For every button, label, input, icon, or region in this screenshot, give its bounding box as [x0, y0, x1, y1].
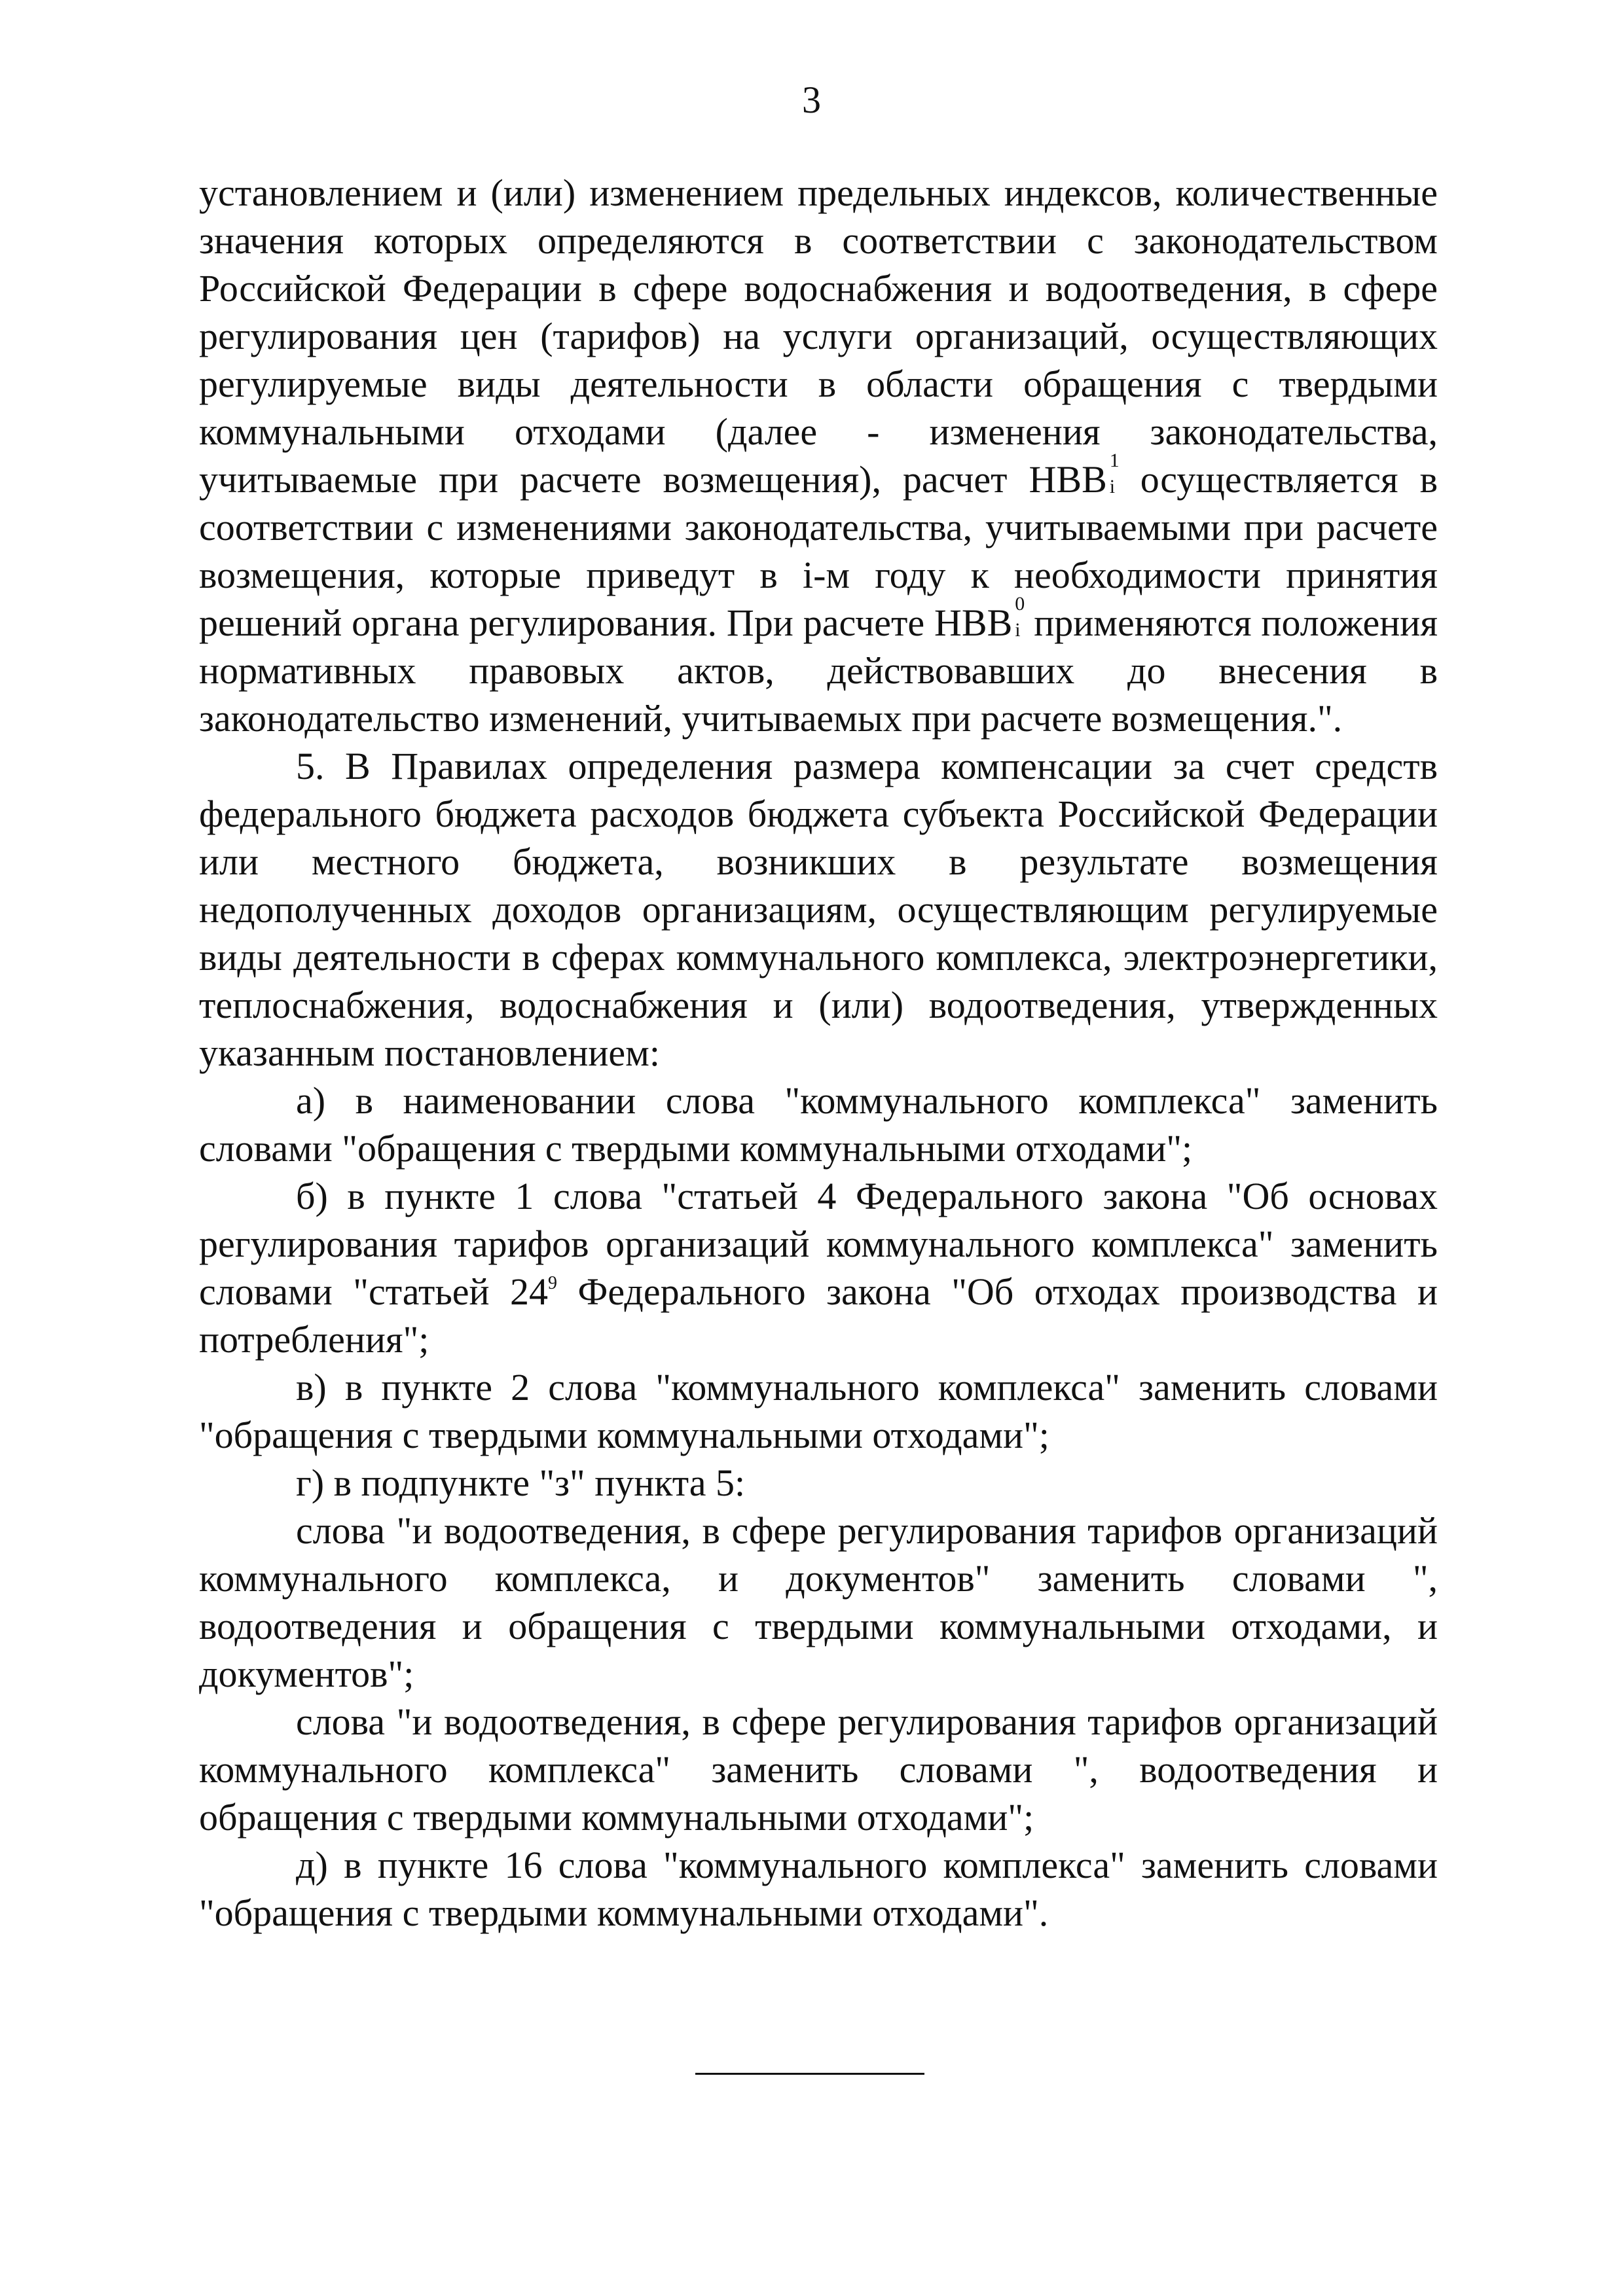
subparagraph-g-words-2: слова "и водоотведения, в сфере регулирования тарифов организаций коммунального комплекса" заменить словами ", водоотведения и обращения с твердыми коммунальными отходами";	[199, 1700, 1438, 1839]
paragraph-item-5: 5. В Правилах определения размера компенсации за счет средств федерального бюджета расходов бюджета субъекта Российской Федерации или местного бюджета, возникших в результате возмещения недополученных доходов организациям, осуществляющим регулируемые виды деятельности в сферах коммунального комплекса, электроэнергетики, теплоснабжения, водоснабжения и (или) водоотведения, утвержденных указанным постановлением:	[199, 745, 1438, 1074]
subparagraph-a: а) в наименовании слова "коммунального комплекса" заменить словами "обращения с твердыми коммунальными отходами";	[199, 1079, 1438, 1170]
nvv-0-indices	[1012, 593, 1025, 641]
article-superscript: 9	[548, 1273, 558, 1293]
paragraph-text: б) в пункте 1 слова "статьей 4 Федерального закона "Об основах регулирования тарифов организаций коммунального комплекса" заменить словами "статьей 24	[199, 1175, 1438, 1313]
paragraph-text: применяются положения нормативных правовых актов, действовавших до внесения в законодательство изменений, учитываемых при расчете возмещения.".	[199, 601, 1438, 740]
paragraph-text: осуществляется в соответствии с изменениями законодательства, учитываемыми при расчете возмещения, которые приведут в i-м году к необходимости принятия решений органа регулирования. При расчете	[199, 458, 1438, 644]
nvv-1-symbol	[1029, 450, 1120, 501]
paragraph-text: установлением и (или) изменением предельных индексов, количественные значения которых определяются в соответствии с законодательством Российской Федерации в сфере водоснабжения и водоотведения, в сфере регулирования цен (тарифов) на услуги организаций, осуществляющих регулируемые виды деятельности в области обращения с твердыми коммунальными отходами (далее - изменения законодательства, учитываемые при расчете возмещения), расчет	[199, 171, 1438, 501]
end-divider	[695, 2073, 924, 2075]
nvv-1-subscript: i	[1109, 476, 1116, 497]
document-body	[199, 169, 1438, 1937]
subparagraph-g: г) в подпункте "з" пункта 5:	[296, 1462, 746, 1504]
paragraph-continuation	[199, 169, 1438, 742]
nvv-1-base: НВВ	[1029, 458, 1107, 501]
page-number: 3	[802, 79, 821, 121]
subparagraph-g-words-1: слова "и водоотведения, в сфере регулирования тарифов организаций коммунального комплекса, и документов" заменить словами ", водоотведения и обращения с твердыми коммунальными отходами, и документов";	[199, 1509, 1438, 1695]
paragraph-text: Федерального закона "Об отходах производства и потребления";	[199, 1270, 1438, 1361]
nvv-1-superscript: 1	[1109, 450, 1120, 471]
nvv-0-base: НВВ	[934, 601, 1013, 644]
nvv-0-superscript: 0	[1015, 593, 1025, 615]
subparagraph-d: д) в пункте 16 слова "коммунального комплекса" заменить словами "обращения с твердыми коммунальными отходами".	[199, 1844, 1438, 1934]
subparagraph-v: в) в пункте 2 слова "коммунального комплекса" заменить словами "обращения с твердыми коммунальными отходами";	[199, 1366, 1438, 1456]
nvv-0-subscript: i	[1015, 619, 1021, 641]
subparagraph-b	[199, 1172, 1438, 1363]
nvv-0-symbol	[934, 593, 1025, 644]
